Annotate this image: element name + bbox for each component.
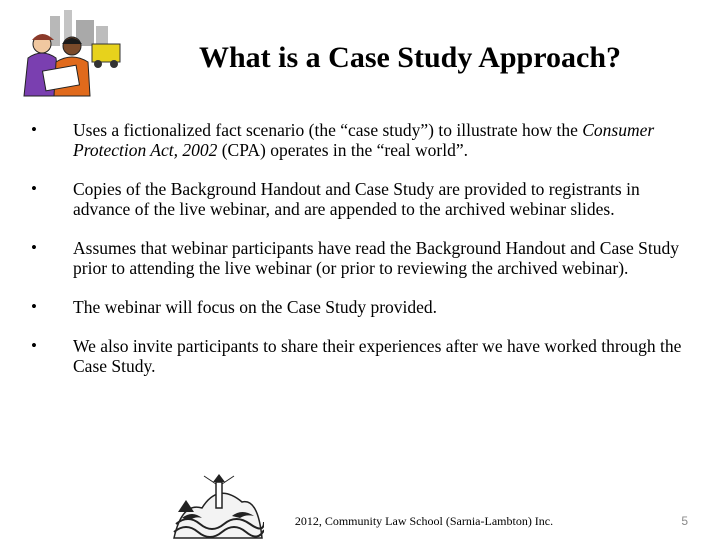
bullet-marker: •	[31, 336, 37, 355]
bullet-text: Assumes that webinar participants have read the Background Handout and Case Study prior to attending the live webinar (or prior to reviewing the archived webinar).	[73, 238, 680, 278]
bullet-item	[31, 120, 701, 160]
bullet-item	[31, 297, 701, 317]
bullet-text: Uses a fictionalized fact scenario (the “case study”) to illustrate how the Consumer Protection Act, 2002 (CPA) operates in the “real world”.	[73, 120, 655, 160]
bullet-text: Copies of the Background Handout and Case Study are provided to registrants in advance of the live webinar, and are appended to the archived webinar slides.	[73, 179, 640, 219]
lighthouse-seascape-clipart	[172, 472, 264, 540]
bullet-list	[31, 120, 701, 395]
people-reading-document-clipart	[20, 10, 124, 98]
bullet-marker: •	[31, 179, 37, 198]
act-name-italic: Consumer Protection Act, 2002	[73, 120, 655, 160]
page-number: 5	[681, 514, 688, 528]
footer-text: 2012, Community Law School (Sarnia-Lambton) Inc.	[294, 514, 554, 528]
bullet-item	[31, 336, 701, 376]
bullet-text: The webinar will focus on the Case Study provided.	[73, 297, 438, 317]
bullet-marker: •	[31, 238, 37, 257]
slide-title: What is a Case Study Approach?	[198, 41, 622, 74]
bullet-marker: •	[31, 120, 37, 139]
bullet-marker: •	[31, 297, 37, 316]
bullet-text: We also invite participants to share their experiences after we have worked through the Case Study.	[73, 336, 682, 376]
bullet-item	[31, 238, 701, 278]
bullet-item	[31, 179, 701, 219]
